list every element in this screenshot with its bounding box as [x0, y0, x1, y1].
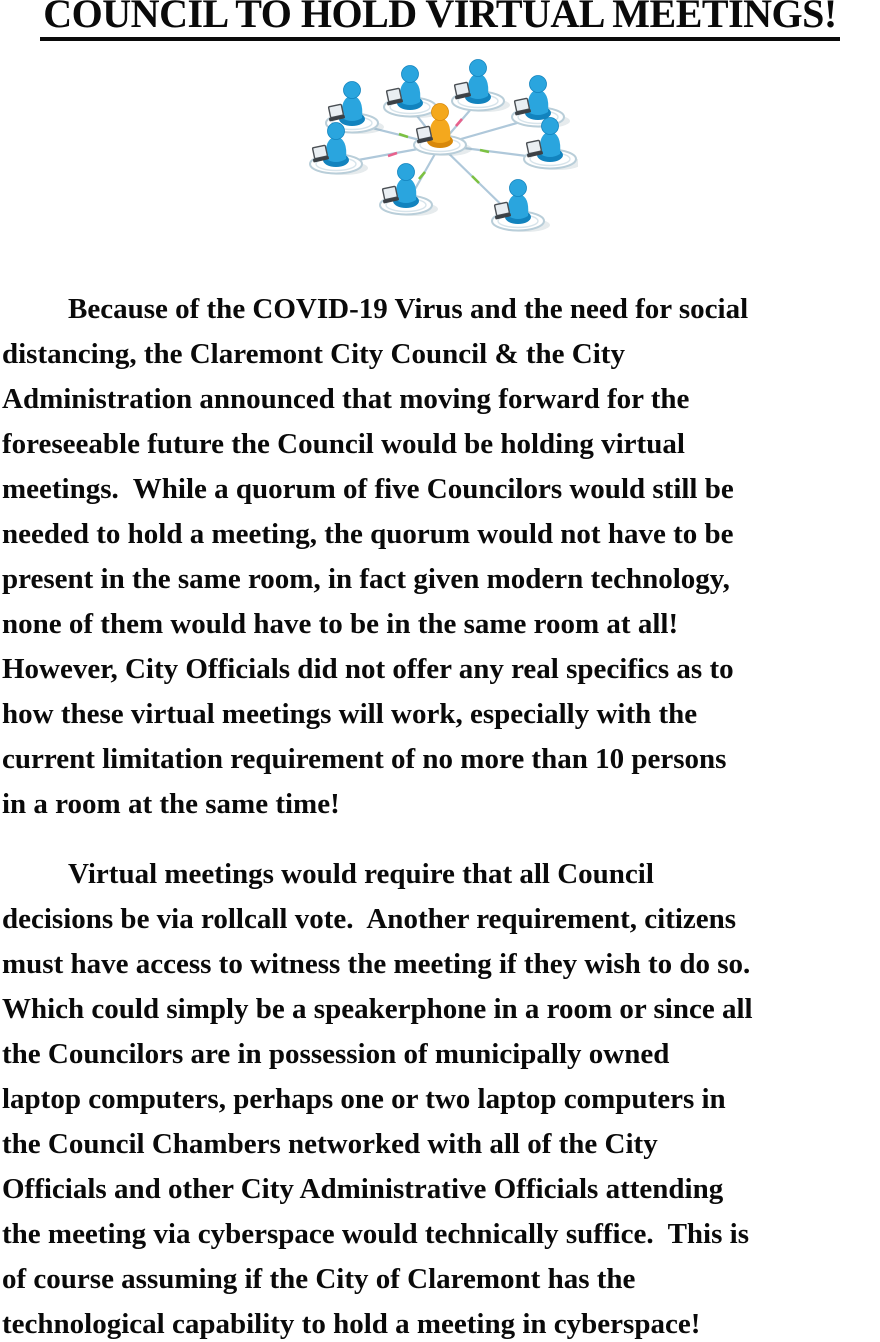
text-line: of course assuming if the City of Claremont has the: [2, 1263, 636, 1295]
text-line: foreseeable future the Council would be holding virtual: [2, 428, 685, 460]
text-line: in a room at the same time!: [2, 788, 340, 820]
text-line: Officials and other City Administrative Officials attending: [2, 1173, 724, 1205]
document-title: COUNCIL TO HOLD VIRTUAL MEETINGS!: [40, 0, 839, 41]
text-line: decisions be via rollcall vote. Another requirement, citizens: [2, 903, 737, 935]
text-line: distancing, the Claremont City Council & the City: [2, 338, 625, 370]
title-row: [0, 0, 880, 41]
text-line: how these virtual meetings will work, especially with the: [2, 698, 698, 730]
text-line: meetings. While a quorum of five Councilors would still be: [2, 473, 734, 505]
text-line: present in the same room, in fact given modern technology,: [2, 563, 730, 595]
text-line: However, City Officials did not offer any real specifics as to: [2, 653, 734, 685]
text-line: Virtual meetings would require that all Council: [68, 858, 654, 890]
text-line: the meeting via cyberspace would technically suffice. This is: [2, 1218, 749, 1250]
text-line: the Council Chambers networked with all of the City: [2, 1128, 658, 1160]
paragraph: [2, 287, 880, 827]
text-line: laptop computers, perhaps one or two laptop computers in: [2, 1083, 726, 1115]
text-line: needed to hold a meeting, the quorum would not have to be: [2, 518, 734, 550]
text-line: current limitation requirement of no more than 10 persons: [2, 743, 727, 775]
paragraph: [2, 852, 880, 1342]
text-line: none of them would have to be in the same room at all!: [2, 608, 679, 640]
text-line: Which could simply be a speakerphone in a room or since all: [2, 993, 753, 1025]
text-line: Administration announced that moving forward for the: [2, 383, 690, 415]
virtual-meeting-network-illustration: [286, 57, 578, 262]
text-line: technological capability to hold a meeting in cyberspace!: [2, 1308, 701, 1340]
text-line: the Councilors are in possession of municipally owned: [2, 1038, 670, 1070]
text-line: Because of the COVID-19 Virus and the need for social: [68, 293, 749, 325]
text-line: must have access to witness the meeting if they wish to do so.: [2, 948, 751, 980]
